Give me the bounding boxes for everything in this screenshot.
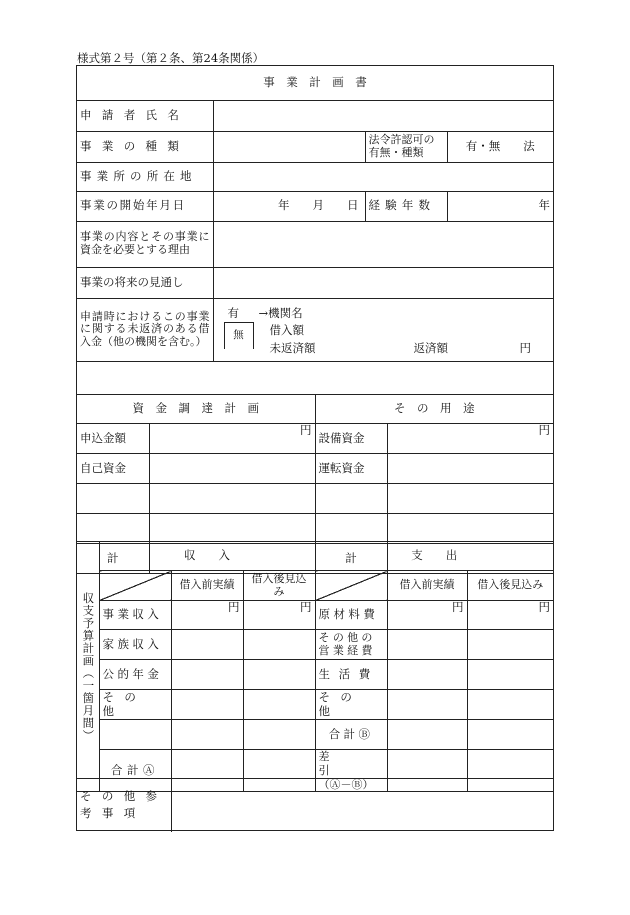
income-after-header: 借入後見込み (243, 571, 315, 601)
income-after-field[interactable] (243, 660, 315, 690)
income-total-label: 合計Ⓐ (99, 750, 171, 792)
outlook-field[interactable] (213, 267, 553, 298)
blank-cell[interactable] (387, 484, 553, 514)
expense-total-label: 合計Ⓑ (315, 720, 387, 750)
unpaid-institution: →機関名 (258, 305, 303, 320)
income-before-field[interactable] (171, 630, 243, 660)
expense-before-header: 借入前実績 (387, 571, 467, 601)
expense-before-field[interactable] (387, 690, 467, 720)
difference-formula: （Ⓐ－Ⓑ） (318, 777, 374, 791)
experience-label: 経験年数 (365, 191, 447, 221)
other-notes-field[interactable] (171, 779, 553, 832)
expense-total-before-field[interactable] (387, 720, 467, 750)
budget-side-label: 収支予算計画（一箇月間） (77, 542, 99, 792)
application-amount-label: 申込金額 (77, 424, 149, 454)
use-total-label: 計 (315, 544, 387, 574)
license-label: 法令許認可の有無・種類 (365, 131, 447, 162)
unpaid-loan-field[interactable] (213, 298, 553, 361)
expense-total-after-field[interactable] (467, 720, 553, 750)
income-item-label: 公的年金 (99, 660, 171, 690)
content-reason-label: 事業の内容とその事業に資金を必要とする理由 (77, 221, 213, 267)
blank-cell[interactable] (243, 720, 315, 750)
expense-item-label: 原材料費 (315, 601, 387, 630)
income-item-label: 家族収入 (99, 630, 171, 660)
blank-cell[interactable] (149, 484, 315, 514)
application-amount-field[interactable]: 円 (149, 424, 315, 454)
other-notes-label: その他参考事項 (77, 779, 171, 832)
applicant-name-label: 申請者氏名 (77, 100, 213, 131)
form-caption: 様式第２号（第２条、第24条関係） (77, 51, 265, 65)
equipment-funds-field[interactable]: 円 (387, 424, 553, 454)
operating-funds-label: 運転資金 (315, 454, 387, 484)
income-item-label: 事業収入 (99, 601, 171, 630)
business-type-field[interactable] (213, 131, 365, 162)
income-before-field[interactable]: 円 (171, 601, 243, 630)
unpaid-repaid: 返済額 (413, 340, 448, 355)
expense-after-field[interactable] (467, 690, 553, 720)
blank-cell[interactable] (77, 514, 149, 544)
unpaid-yen: 円 (519, 340, 531, 355)
unpaid-yes[interactable]: 有 (227, 305, 239, 320)
unpaid-remaining: 未返済額 (269, 340, 316, 355)
form-title: 事 業 計 画 書 (77, 66, 553, 101)
income-diagonal-cell (99, 571, 171, 601)
expense-header: 支 出 (315, 542, 553, 571)
unpaid-borrowed: 借入額 (269, 322, 304, 337)
experience-field[interactable]: 年 (447, 191, 553, 221)
content-reason-field[interactable] (213, 221, 553, 267)
expense-item-label: その他 (315, 690, 387, 720)
expense-before-field[interactable] (387, 660, 467, 690)
business-location-field[interactable] (213, 162, 553, 191)
income-after-field[interactable]: 円 (243, 601, 315, 630)
income-after-field[interactable] (243, 630, 315, 660)
expense-after-field[interactable]: 円 (467, 601, 553, 630)
income-before-field[interactable] (171, 660, 243, 690)
funding-total-label: 計 (77, 544, 149, 574)
expense-item-label: 生活費 (315, 660, 387, 690)
business-location-label: 事業所の所在地 (77, 162, 213, 191)
own-funds-label: 自己資金 (77, 454, 149, 484)
blank-cell[interactable] (171, 720, 243, 750)
income-item-label: その他 (99, 690, 171, 720)
blank-cell[interactable] (99, 720, 171, 750)
start-date-label: 事業の開始年月日 (77, 191, 213, 221)
operating-funds-field[interactable] (387, 454, 553, 484)
business-plan-form (76, 65, 554, 831)
funding-plan-header: 資 金 調 達 計 画 (77, 395, 315, 424)
income-after-field[interactable] (243, 690, 315, 720)
equipment-funds-label: 設備資金 (315, 424, 387, 454)
start-date-field[interactable]: 年 月 日 (213, 191, 365, 221)
blank-cell[interactable] (315, 484, 387, 514)
unpaid-no[interactable]: 無 (224, 322, 254, 349)
blank-cell[interactable] (149, 514, 315, 544)
blank-cell[interactable] (315, 514, 387, 544)
business-type-label: 事業の種類 (77, 131, 213, 162)
expense-diagonal-cell (315, 571, 387, 601)
income-before-field[interactable] (171, 690, 243, 720)
difference-label: 差引 (318, 750, 354, 777)
blank-cell[interactable] (387, 514, 553, 544)
expense-before-field[interactable]: 円 (387, 601, 467, 630)
expense-after-field[interactable] (467, 630, 553, 660)
expense-item-label: その他の営業経費 (315, 630, 387, 660)
own-funds-field[interactable] (149, 454, 315, 484)
expense-before-field[interactable] (387, 630, 467, 660)
expense-after-header: 借入後見込み (467, 571, 553, 601)
applicant-name-field[interactable] (213, 100, 553, 131)
income-before-header: 借入前実績 (171, 571, 243, 601)
income-header: 収 入 (99, 542, 315, 571)
blank-cell[interactable] (77, 484, 149, 514)
unpaid-loan-label: 申請時におけるこの事業に関する未返済のある借入金（他の機関を含む。） (77, 298, 213, 361)
expense-after-field[interactable] (467, 660, 553, 690)
license-field[interactable]: 有・無 法 (447, 131, 553, 162)
outlook-label: 事業の将来の見通し (77, 267, 213, 298)
funding-use-header: そ の 用 途 (315, 395, 553, 424)
